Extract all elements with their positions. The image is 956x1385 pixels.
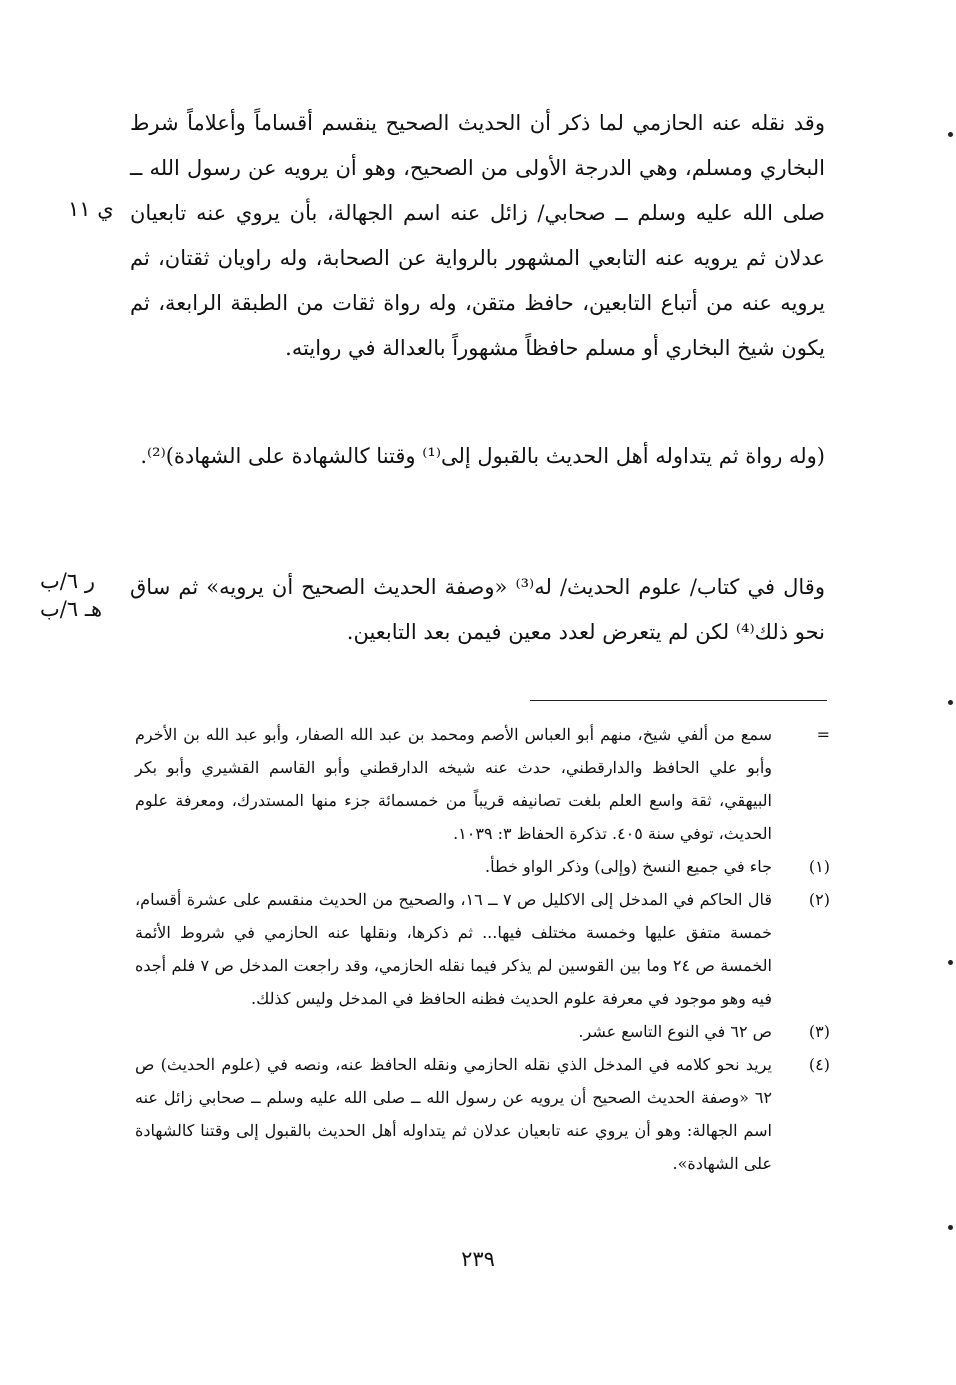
- paragraph-3: وقال في كتاب/ علوم الحديث/ له⁽³⁾ «وصفة الحديث الصحيح أن يرويه» ثم ساق نحو ذلك⁽⁴⁾ لكن لم يتعرض لعدد معين فيمن بعد التابعين.: [130, 575, 825, 644]
- footnote-text: جاء في جميع النسخ (وإلى) وذكر الواو خطأ.: [484, 857, 772, 876]
- paragraph-1: وقد نقله عنه الحازمي لما ذكر أن الحديث الصحيح ينقسم أقساماً وأعلاماً شرط البخاري ومسلم، وهي الدرجة الأولى من الصحيح، وهو أن يرويه عن رسول الله ــ صلى الله عليه وسلم ــ صحابي/ زائل عنه اسم الجهالة، بأن يروي عنه تابعيان عدلان ثم يرويه عنه التابعي المشهور بالرواية عن الصحابة، وله راويان ثقتان، ثم يرويه عنه من أتباع التابعين، حافظ متقن، وله رواة ثقات من الطبقة الرابعة، ثم يكون شيخ البخاري أو مسلم حافظاً مشهوراً بالعدالة في روايته.: [130, 111, 825, 360]
- footnote-separator: [530, 700, 827, 701]
- footnote-1: [135, 850, 830, 883]
- footnote-text: ص ٦٢ في النوع التاسع عشر.: [578, 1022, 772, 1041]
- paragraph-2: (وله رواة ثم يتداوله أهل الحديث بالقبول إلى⁽¹⁾ وقتنا كالشهادة على الشهادة)⁽²⁾.: [140, 444, 825, 468]
- footnote-continued: [135, 718, 830, 850]
- footnote-marker: (٤): [808, 1055, 830, 1074]
- margin-note-3: هـ ٦/ب: [40, 597, 103, 621]
- footnote-marker: (٢): [808, 890, 830, 909]
- footnote-marker: (١): [808, 857, 830, 876]
- scan-mark: [948, 960, 953, 965]
- footnotes: [135, 718, 830, 1180]
- footnote-2: [135, 883, 830, 1015]
- margin-note-1: ي ١١: [68, 197, 114, 221]
- scan-mark: [948, 1225, 953, 1230]
- scan-mark: [948, 132, 953, 137]
- footnote-marker: =: [816, 725, 830, 744]
- footnote-text: سمع من ألفي شيخ، منهم أبو العباس الأصم ومحمد بن عبد الله الصفار، وأبو عبد الله بن الأخرم وأبو علي الحافظ والدارقطني، حدث عنه شيخه الدارقطني وأبو القاسم القشيري وأبو بكر البيهقي، ثقة واسع العلم بلغت تصانيفه قريباً من خمسمائة جزء منها المستدرك، ومعرفة علوم الحديث، توفي سنة ٤٠٥. تذكرة الحفاظ ٣: ١٠٣٩.: [135, 725, 772, 843]
- footnote-text: يريد نحو كلامه في المدخل الذي نقله الحازمي ونقله الحافظ عنه، ونصه في (علوم الحديث) ص ٦٢ «وصفة الحديث الصحيح أن يرويه عن رسول الله ــ صلى الله عليه وسلم ــ صحابي زائل عنه اسم الجهالة: وهو أن يروي عنه تابعيان عدلان ثم يتداوله أهل الحديث بالقبول إلى وقتنا كالشهادة على الشهادة».: [135, 1055, 772, 1173]
- page-number: ٢٣٩: [461, 1247, 495, 1271]
- scan-mark: [948, 700, 953, 705]
- footnote-marker: (٣): [808, 1022, 830, 1041]
- footnote-3: [135, 1015, 830, 1048]
- footnote-4: [135, 1048, 830, 1180]
- margin-note-2: ر ٦/ب: [40, 569, 95, 593]
- footnote-text: قال الحاكم في المدخل إلى الاكليل ص ٧ ــ ١٦، والصحيح من الحديث منقسم على عشرة أقسام، خمسة متفق عليها وخمسة مختلف فيها... ثم ذكرها، ونقلها عنه الحازمي في شروط الأئمة الخمسة ص ٢٤ وما بين القوسين لم يذكر فيما نقله الحازمي، وقد راجعت المدخل ص ٧ فلم أجده فيه وهو موجود في معرفة علوم الحديث فظنه الحافظ في المدخل وليس كذلك.: [135, 890, 773, 1008]
